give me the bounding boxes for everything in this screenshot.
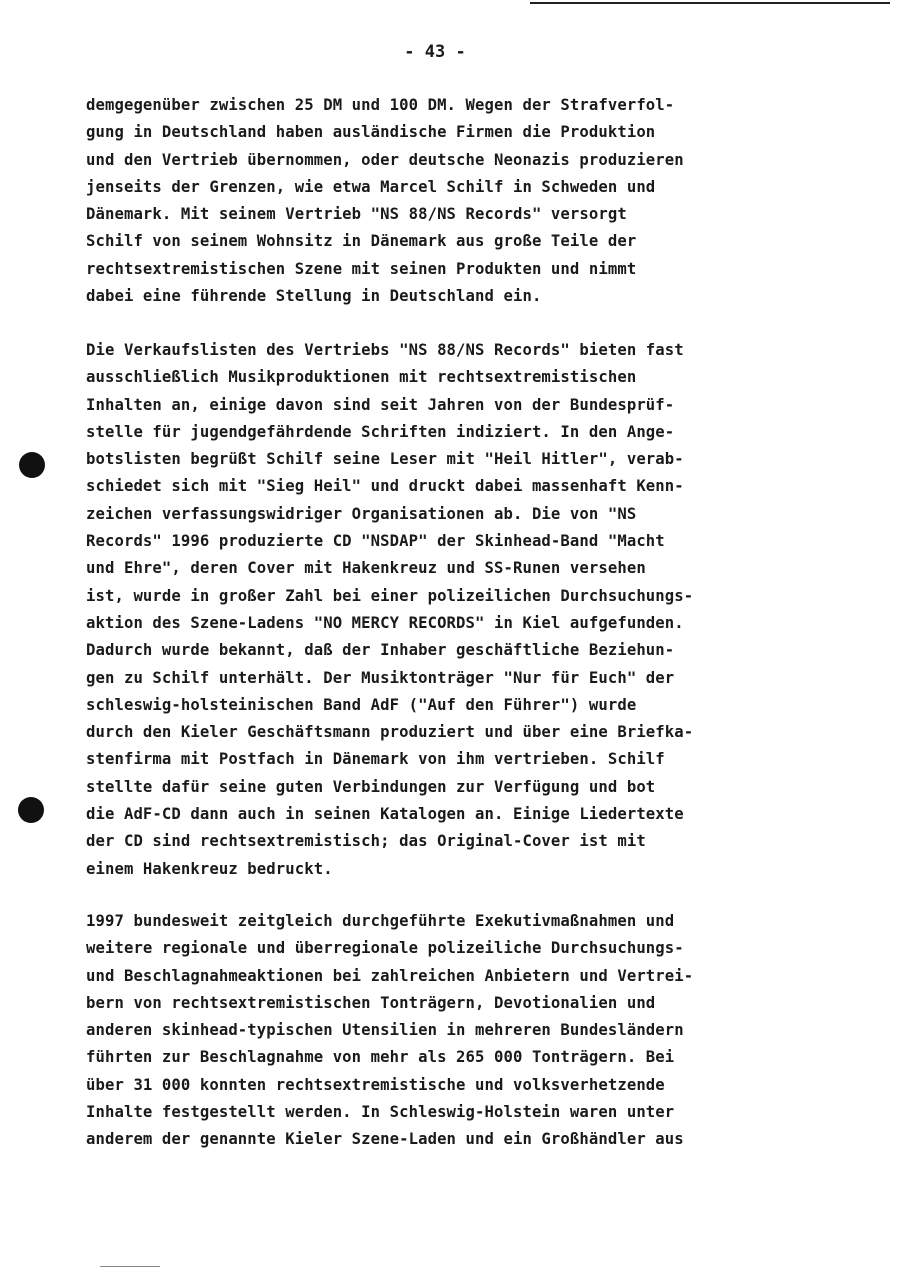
text-line: einem Hakenkreuz bedruckt. bbox=[86, 859, 333, 878]
text-line: und Ehre", deren Cover mit Hakenkreuz und SS-Runen versehen bbox=[86, 559, 646, 578]
punch-hole-mark bbox=[19, 452, 45, 478]
text-line: gung in Deutschland haben ausländische Firmen die Produktion bbox=[86, 123, 656, 142]
text-line: schiedet sich mit "Sieg Heil" und druckt dabei massenhaft Kenn- bbox=[86, 477, 684, 496]
text-line: stenfirma mit Postfach in Dänemark von ihm vertrieben. Schilf bbox=[86, 750, 665, 769]
text-line: und den Vertrieb übernommen, oder deutsche Neonazis produzieren bbox=[86, 150, 684, 169]
text-line: anderem der genannte Kieler Szene-Laden und ein Großhändler aus bbox=[86, 1130, 684, 1149]
text-line: Records" 1996 produzierte CD "NSDAP" der Skinhead-Band "Macht bbox=[86, 532, 665, 551]
text-line: Die Verkaufslisten des Vertriebs "NS 88/NS Records" bieten fast bbox=[86, 341, 684, 359]
text-line: der CD sind rechtsextremistisch; das Original-Cover ist mit bbox=[86, 832, 646, 851]
text-line: durch den Kieler Geschäftsmann produziert und über eine Briefka- bbox=[86, 723, 694, 742]
paragraph-3 bbox=[86, 908, 693, 1154]
text-line: und Beschlagnahmeaktionen bei zahlreichen Anbietern und Vertrei- bbox=[86, 966, 694, 985]
text-line: Dänemark. Mit seinem Vertrieb "NS 88/NS Records" versorgt bbox=[86, 205, 627, 224]
bottom-edge-mark bbox=[100, 1266, 160, 1267]
text-line: demgegenüber zwischen 25 DM und 100 DM. Wegen der Strafverfol- bbox=[86, 96, 675, 114]
text-line: über 31 000 konnten rechtsextremistische und volksverhetzende bbox=[86, 1075, 665, 1094]
text-line: stelle für jugendgefährdende Schriften indiziert. In den Ange- bbox=[86, 422, 675, 441]
text-line: ausschließlich Musikproduktionen mit rechtsextremistischen bbox=[86, 368, 637, 387]
top-rule bbox=[530, 2, 890, 4]
text-line: rechtsextremistischen Szene mit seinen Produkten und nimmt bbox=[86, 259, 637, 278]
text-line: anderen skinhead-typischen Utensilien in mehreren Bundesländern bbox=[86, 1021, 684, 1040]
text-line: dabei eine führende Stellung in Deutschland ein. bbox=[86, 287, 542, 306]
text-line: aktion des Szene-Ladens "NO MERCY RECORDS" in Kiel aufgefunden. bbox=[86, 613, 684, 632]
text-line: schleswig-holsteinischen Band AdF ("Auf den Führer") wurde bbox=[86, 695, 637, 714]
paragraph-2 bbox=[86, 337, 693, 883]
text-line: Schilf von seinem Wohnsitz in Dänemark aus große Teile der bbox=[86, 232, 637, 251]
text-line: Inhalten an, einige davon sind seit Jahren von der Bundesprüf- bbox=[86, 395, 675, 414]
text-line: weitere regionale und überregionale polizeiliche Durchsuchungs- bbox=[86, 939, 684, 958]
punch-hole-mark bbox=[18, 797, 44, 823]
text-line: zeichen verfassungswidriger Organisationen ab. Die von "NS bbox=[86, 504, 637, 523]
paragraph-1 bbox=[86, 92, 684, 310]
text-line: bern von rechtsextremistischen Tonträgern, Devotionalien und bbox=[86, 993, 656, 1012]
text-line: botslisten begrüßt Schilf seine Leser mit "Heil Hitler", verab- bbox=[86, 450, 684, 469]
text-line: ist, wurde in großer Zahl bei einer polizeilichen Durchsuchungs- bbox=[86, 586, 694, 605]
text-line: die AdF-CD dann auch in seinen Katalogen an. Einige Liedertexte bbox=[86, 805, 684, 824]
page-number: - 43 - bbox=[404, 42, 466, 62]
text-line: jenseits der Grenzen, wie etwa Marcel Schilf in Schweden und bbox=[86, 177, 656, 196]
text-line: Inhalte festgestellt werden. In Schleswig-Holstein waren unter bbox=[86, 1103, 675, 1122]
text-line: gen zu Schilf unterhält. Der Musiktonträger "Nur für Euch" der bbox=[86, 668, 675, 687]
text-line: führten zur Beschlagnahme von mehr als 265 000 Tonträgern. Bei bbox=[86, 1048, 675, 1067]
text-line: 1997 bundesweit zeitgleich durchgeführte Exekutivmaßnahmen und bbox=[86, 912, 675, 930]
text-line: Dadurch wurde bekannt, daß der Inhaber geschäftliche Beziehun- bbox=[86, 641, 675, 660]
text-line: stellte dafür seine guten Verbindungen zur Verfügung und bot bbox=[86, 777, 656, 796]
